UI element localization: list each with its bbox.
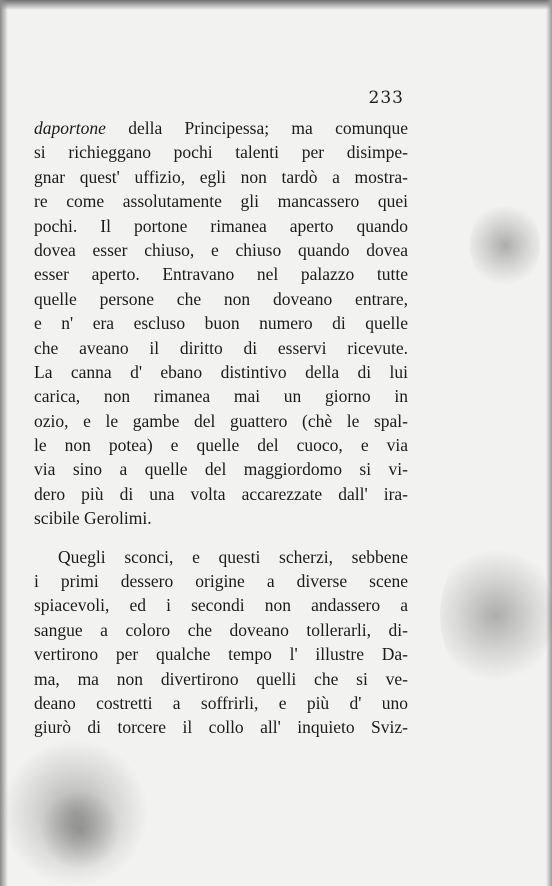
text-line: La canna d' ebano distintivo della di lui bbox=[34, 361, 408, 382]
page-number: 233 bbox=[368, 88, 404, 108]
text-line: carica, non rimanea mai un giorno in bbox=[34, 386, 408, 407]
text-line: via sino a quelle del maggiordomo si vi- bbox=[34, 459, 408, 480]
text-line: vertirono per qualche tempo l' illustre Da- bbox=[34, 644, 408, 665]
text-line: quelle persone che non doveano entrare, bbox=[34, 288, 408, 309]
text-line: deano costretti a soffrirli, e più d' uno bbox=[34, 692, 408, 713]
text-line: e n' era escluso buon numero di quelle bbox=[34, 313, 408, 334]
text-line: le non potea) e quelle del cuoco, e via bbox=[34, 435, 408, 456]
text-line: si richieggano pochi talenti per disimpe- bbox=[34, 142, 408, 163]
foxing-stain bbox=[40, 790, 120, 870]
text-line: spiacevoli, ed i secondi non andassero a bbox=[34, 595, 408, 616]
text-line: ma, ma non divertirono quelli che si ve- bbox=[34, 668, 408, 689]
text-line: giurò di torcere il collo all' inquieto Sviz- bbox=[34, 717, 408, 738]
text-line: re come assolutamente gli mancassero quei bbox=[34, 191, 408, 212]
paragraph-2 bbox=[34, 545, 408, 740]
text-line: dero più di una volta accarezzate dall' ira- bbox=[34, 483, 408, 504]
paragraph-gap bbox=[34, 531, 408, 545]
italic-word: daportone bbox=[34, 118, 106, 138]
foxing-stain bbox=[470, 200, 540, 290]
body-text bbox=[34, 116, 408, 740]
text-line: ozio, e le gambe del guattero (chè le spal- bbox=[34, 410, 408, 431]
text-line: gnar quest' uffizio, egli non tardò a mostra- bbox=[34, 166, 408, 187]
line-text: della Principessa; ma comunque bbox=[105, 118, 408, 138]
text-line: dovea esser chiuso, e chiuso quando dovea bbox=[34, 239, 408, 260]
text-line bbox=[34, 116, 408, 140]
paragraph-1 bbox=[34, 116, 408, 531]
text-line: sangue a coloro che doveano tollerarli, di- bbox=[34, 619, 408, 640]
page-top-shadow bbox=[0, 0, 552, 10]
foxing-stain bbox=[440, 540, 552, 690]
page-right-shadow bbox=[546, 0, 552, 886]
text-line: che aveano il diritto di esservi ricevute. bbox=[34, 337, 408, 358]
text-line: i primi dessero origine a diverse scene bbox=[34, 571, 408, 592]
page-left-shadow bbox=[0, 0, 8, 886]
text-line: Quegli sconci, e questi scherzi, sebbene bbox=[58, 546, 408, 567]
text-line: scibile Gerolimi. bbox=[34, 508, 152, 529]
text-line: pochi. Il portone rimanea aperto quando bbox=[34, 215, 408, 236]
text-line: esser aperto. Entravano nel palazzo tutte bbox=[34, 264, 408, 285]
